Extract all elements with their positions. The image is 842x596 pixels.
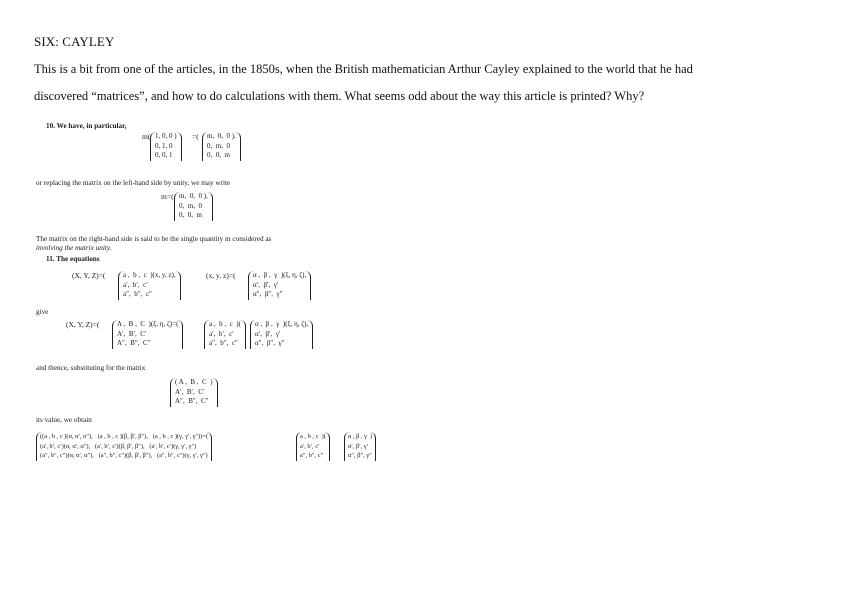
eq6-product-matrix: ((a , b , c )(α, α′, α″), (a , b , c )(β, β′, β″), (a , b , c )(γ, γ′, γ″))=( (a′, b′, c′)(α, α′, α″), (a′, b′, c′)(β, β′, β″), (a′, b′, c′)(γ, γ′, γ″) (a″, b″, c″)(α, α′, α″), (a″, b″, c″)(β, β′, β″), (a″, b″, c″)(γ, γ′, γ″) [36,432,212,461]
scanned-article-excerpt [34,114,396,482]
eq1-equals: =( [192,132,199,141]
section-11-title: 11. The equations [46,255,100,263]
eq2-matrix: m, 0, 0 ), 0, m, 0 0, 0, m [174,192,213,221]
eq4-matrix-ABC: A , B , C )(ξ, η, ζ)=( A′, B′, C′ A″, B″, C″ [112,320,183,349]
text-matrix-line-2: involving the matrix unity. [36,244,112,252]
eq3-lhs: (X, Y, Z)=( [72,271,106,280]
text-replacing: or replacing the matrix on the left-hand side by unity, we may write [36,179,231,187]
eq1-identity-matrix: 1, 0, 0 ) 0, 1, 0 0, 0, 1 [150,132,182,161]
page-header [34,34,814,110]
eq6-matrix-alpha: α , β , γ ) α′, β′, γ′ α″, β″, γ″ [344,432,376,461]
eq3-matrix-alpha: α , β , γ )(ξ, η, ζ), α′, β′, γ′ α″, β″, γ″ [248,271,311,300]
question-line-1: This is a bit from one of the articles, in the 1850s, when the British mathematician Arthur Cayley explained to the world that he had [34,62,693,76]
eq4-matrix-alpha: α , β , γ )(ξ, η, ζ), α′, β′, γ′ α″, β″, γ″ [250,320,313,349]
question-line-2: discovered “matrices”, and how to do calculations with them. What seems odd about the way this article is printed? Why? [34,89,645,103]
text-thence: and thence, substituting for the matrix [36,364,146,372]
text-value: its value, we obtain [36,416,92,424]
eq1-scalar-matrix: m, 0, 0 ), 0, m, 0 0, 0, m [202,132,241,161]
eq3-mid: (x, y, z)=( [206,271,236,280]
eq5-matrix-ABC: ( A , B , C ) A′, B′, C′ A″, B″, C″ [170,378,218,407]
eq4-matrix-abc: a , b , c )( a′, b′, c′ a″, b″, c″ [204,320,246,349]
section-10-title: 10. We have, in particular, [46,122,127,130]
eq1-lhs: m( [142,132,151,141]
eq2-lhs: m=( [161,192,174,201]
eq3-matrix-abc: a , b , c )(x, y, z), a′, b′, c′ a″, b″, c″ [118,271,181,300]
eq4-lhs: (X, Y, Z)=( [66,320,100,329]
eq6-matrix-abc: a , b , c )( a′, b′, c′ a″, b″, c″ [296,432,330,461]
text-matrix-line-1: The matrix on the right-hand side is said to be the single quantity m considered as [36,235,272,243]
word-give: give [36,308,49,316]
section-heading: SIX: CAYLEY [34,34,115,49]
